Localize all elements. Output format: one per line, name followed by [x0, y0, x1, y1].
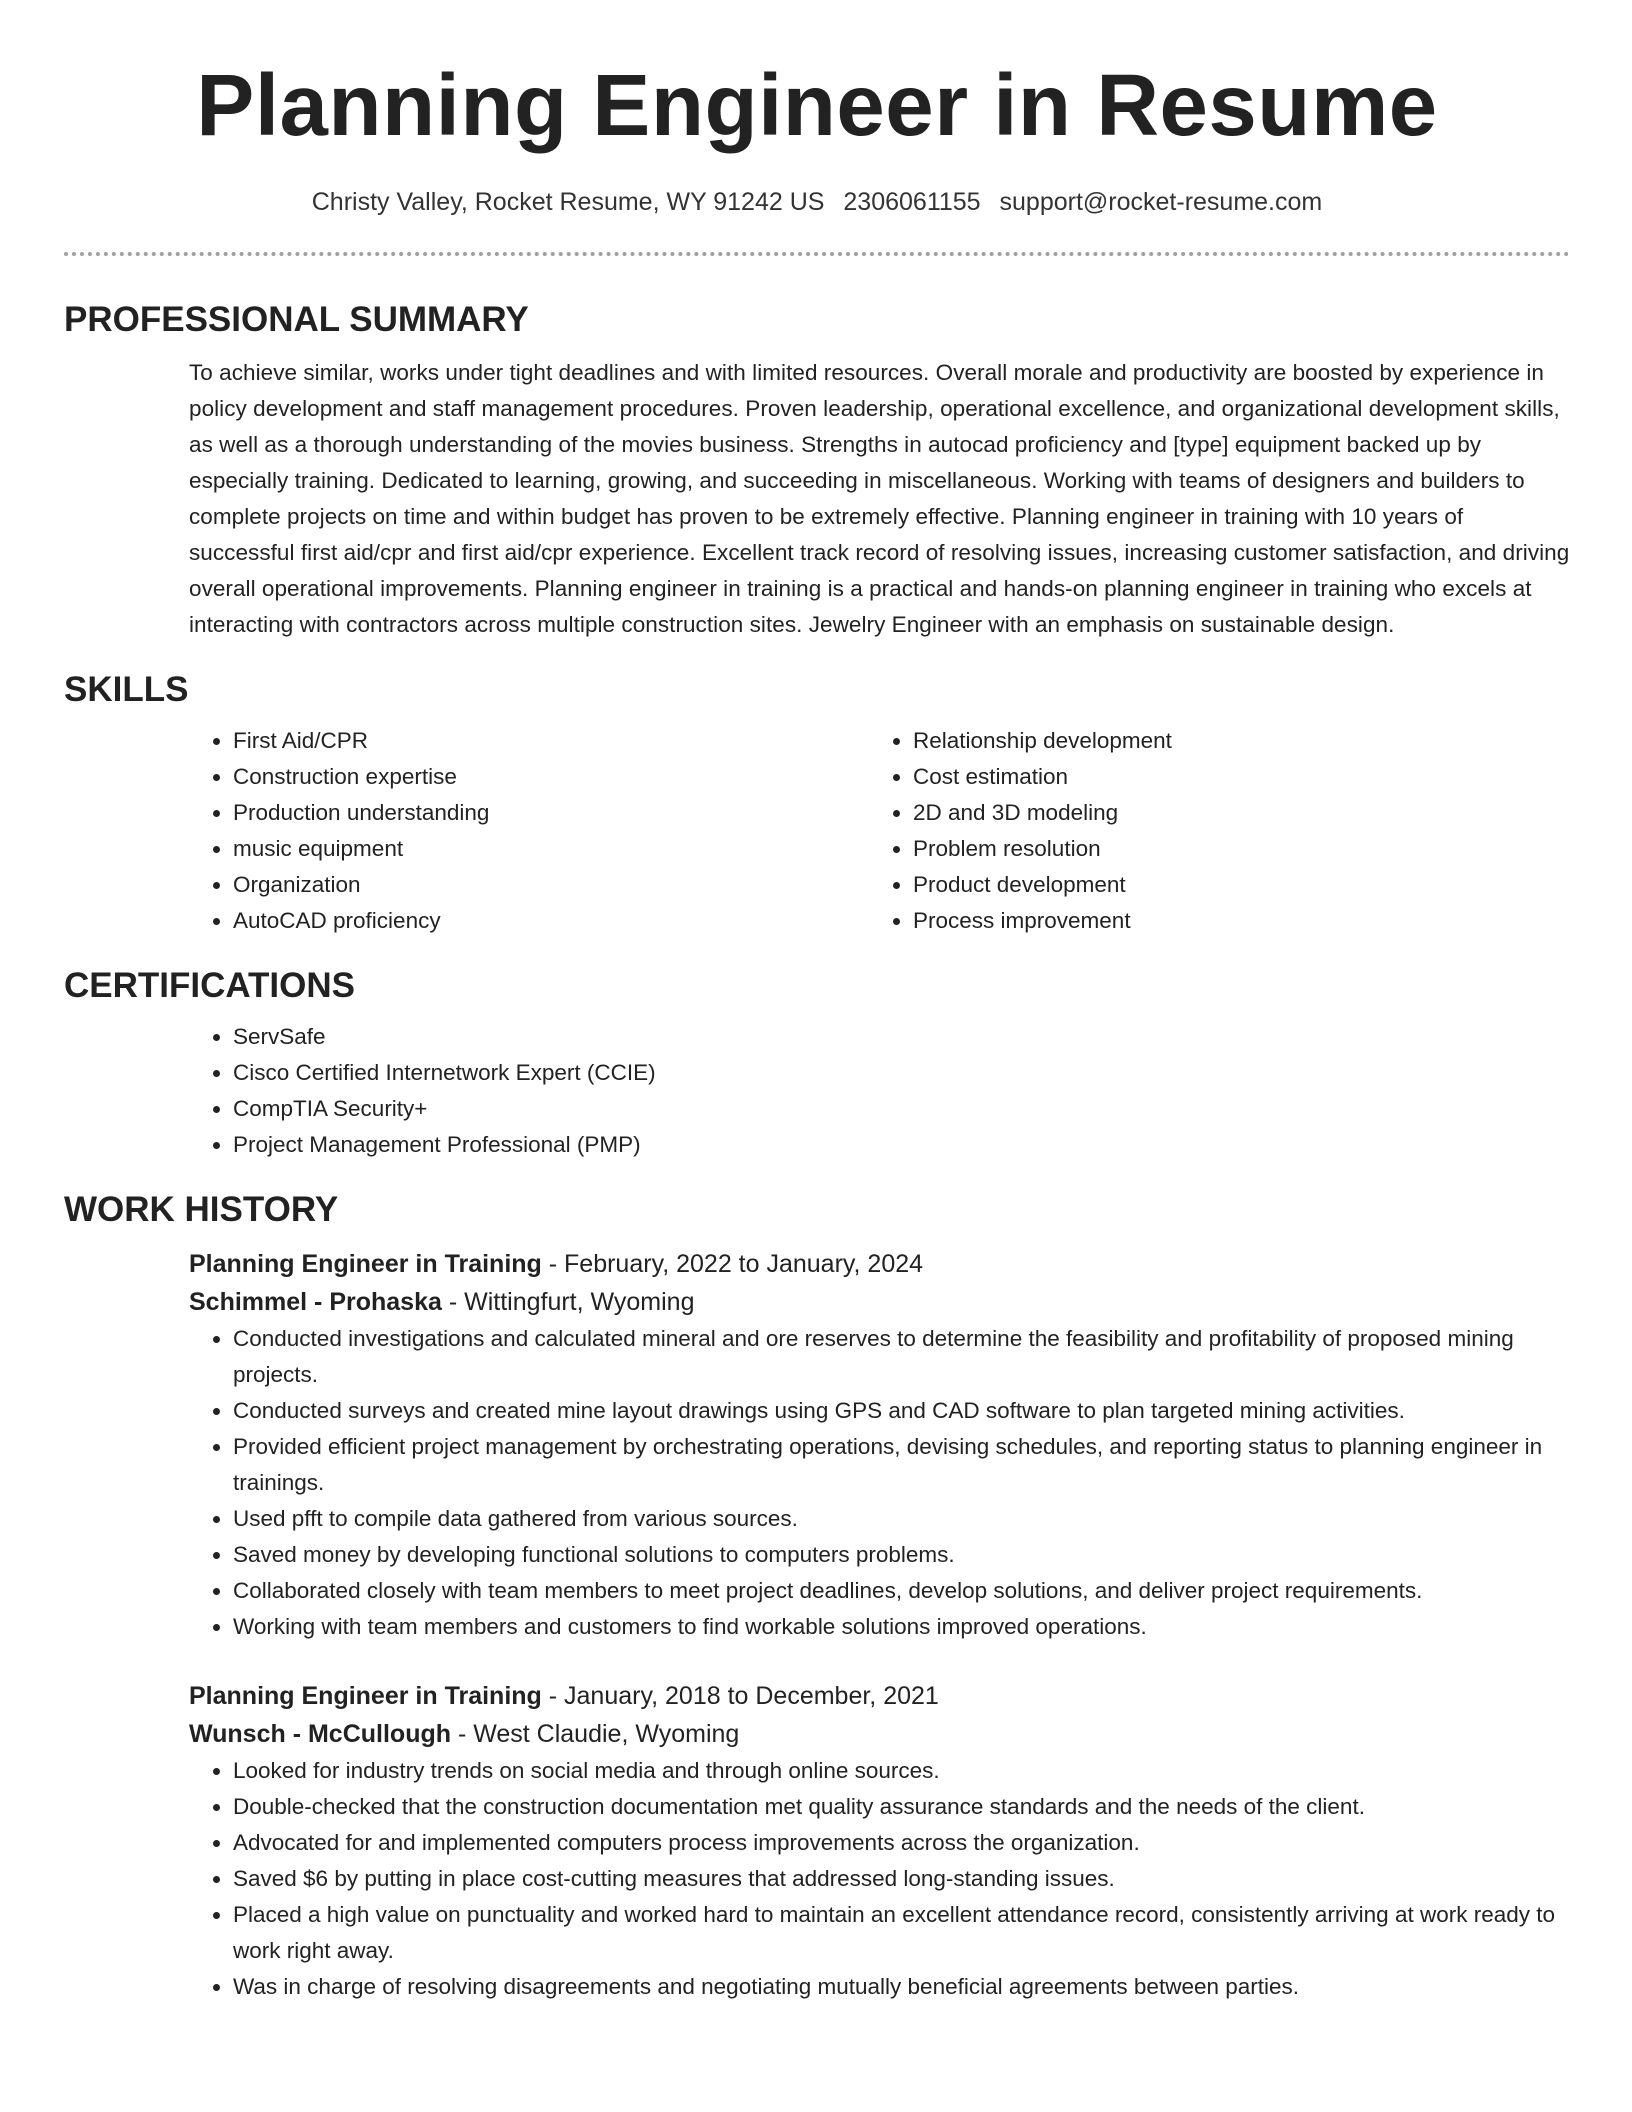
skills-list-left — [189, 723, 869, 939]
job-responsibility-item: • Collaborated closely with team members to meet project deadlines, develop solutions, and deliver project requirements. — [233, 1573, 1570, 1609]
job-responsibility-item: • Placed a high value on punctuality and worked hard to maintain an excellent attendance record, consistently arriving at work ready to work right away. — [233, 1897, 1570, 1969]
skills-list-right — [869, 723, 1549, 939]
job-location: - West Claudie, Wyoming — [451, 1720, 740, 1748]
skill-item: • Relationship development — [913, 723, 1549, 759]
contact-line — [64, 186, 1570, 218]
certification-item: • Cisco Certified Internetwork Expert (CCIE) — [233, 1055, 1570, 1091]
job-responsibilities-list — [189, 1753, 1570, 2005]
job-responsibility-item: • Conducted investigations and calculated mineral and ore reserves to determine the feasibility and profitability of proposed mining projects. — [233, 1321, 1570, 1393]
resume-page — [64, 0, 1570, 2005]
skills-column-right — [869, 723, 1549, 939]
work-history-section — [189, 1245, 1570, 2005]
skills-section — [189, 723, 1570, 939]
job-title-line — [189, 1245, 1570, 1283]
skill-item: • Construction expertise — [233, 759, 869, 795]
job-company: Schimmel - Prohaska — [189, 1288, 442, 1316]
summary-section — [189, 355, 1570, 643]
summary-text: To achieve similar, works under tight deadlines and with limited resources. Overall morale and productivity are boosted by experience in policy development and staff management procedures. Proven leadership, operational excellence, and organizational development skills, as well as a thorough understanding of the movies business. Strengths in autocad proficiency and [type] equipment backed up by especially training. Dedicated to learning, growing, and succeeding in miscellaneous. Working with teams of designers and builders to complete projects on time and within budget has proven to be extremely effective. Planning engineer in training with 10 years of successful first aid/cpr and first aid/cpr experience. Excellent track record of resolving issues, increasing customer satisfaction, and driving overall operational improvements. Planning engineer in training is a practical and hands-on planning engineer in training who excels at interacting with contractors across multiple construction sites. Jewelry Engineer with an emphasis on sustainable design. — [189, 360, 1570, 637]
job-company-line — [189, 1283, 1570, 1321]
job-responsibility-item: • Conducted surveys and created mine layout drawings using GPS and CAD software to plan targeted mining activities. — [233, 1393, 1570, 1429]
work-history-heading: WORK HISTORY — [64, 1190, 339, 1229]
skill-item: • Process improvement — [913, 903, 1549, 939]
job-responsibility-item: • Provided efficient project management by orchestrating operations, devising schedules, and reporting status to planning engineer in trainings. — [233, 1429, 1570, 1501]
contact-address: Christy Valley, Rocket Resume, WY 91242 US — [311, 188, 825, 216]
certification-item: • ServSafe — [233, 1019, 1570, 1055]
header-divider — [64, 252, 1570, 256]
job-location: - Wittingfurt, Wyoming — [441, 1288, 695, 1316]
job-responsibility-item: • Looked for industry trends on social media and through online sources. — [233, 1753, 1570, 1789]
skill-item: • Production understanding — [233, 795, 869, 831]
job-title: Planning Engineer in Training — [189, 1250, 542, 1278]
certifications-list — [189, 1019, 1570, 1163]
job-dates: - February, 2022 to January, 2024 — [541, 1250, 924, 1278]
job-title: Planning Engineer in Training — [189, 1682, 542, 1710]
job-responsibility-item: • Saved money by developing functional solutions to computers problems. — [233, 1537, 1570, 1573]
skill-item: • Organization — [233, 867, 869, 903]
job-responsibility-item: • Was in charge of resolving disagreements and negotiating mutually beneficial agreements between parties. — [233, 1969, 1570, 2005]
skill-item: • AutoCAD proficiency — [233, 903, 869, 939]
resume-title: Planning Engineer in Resume — [196, 57, 1438, 154]
skill-item: • music equipment — [233, 831, 869, 867]
job-entry — [189, 1677, 1570, 2005]
job-responsibility-item: • Saved $6 by putting in place cost-cutting measures that addressed long-standing issues. — [233, 1861, 1570, 1897]
skills-heading: SKILLS — [64, 670, 189, 709]
job-title-line — [189, 1677, 1570, 1715]
job-responsibility-item: • Working with team members and customers to find workable solutions improved operations. — [233, 1609, 1570, 1645]
job-responsibility-item: • Used pfft to compile data gathered from various sources. — [233, 1501, 1570, 1537]
skill-item: • Problem resolution — [913, 831, 1549, 867]
skill-item: • Cost estimation — [913, 759, 1549, 795]
skill-item: • 2D and 3D modeling — [913, 795, 1549, 831]
contact-email[interactable]: support@rocket-resume.com — [999, 188, 1323, 216]
certification-item: • Project Management Professional (PMP) — [233, 1127, 1570, 1163]
contact-phone: 2306061155 — [843, 188, 981, 216]
skill-item: • Product development — [913, 867, 1549, 903]
job-responsibilities-list — [189, 1321, 1570, 1645]
certifications-heading: CERTIFICATIONS — [64, 966, 356, 1005]
job-responsibility-item: • Double-checked that the construction documentation met quality assurance standards and the needs of the client. — [233, 1789, 1570, 1825]
job-dates: - January, 2018 to December, 2021 — [541, 1682, 939, 1710]
certifications-section — [189, 1019, 1570, 1163]
job-entry — [189, 1245, 1570, 1645]
skill-item: • First Aid/CPR — [233, 723, 869, 759]
job-responsibility-item: • Advocated for and implemented computers process improvements across the organization. — [233, 1825, 1570, 1861]
job-company-line — [189, 1715, 1570, 1753]
skills-columns — [189, 723, 1570, 939]
job-company: Wunsch - McCullough — [189, 1720, 452, 1748]
summary-heading: PROFESSIONAL SUMMARY — [64, 300, 529, 339]
certification-item: • CompTIA Security+ — [233, 1091, 1570, 1127]
skills-column-left — [189, 723, 869, 939]
